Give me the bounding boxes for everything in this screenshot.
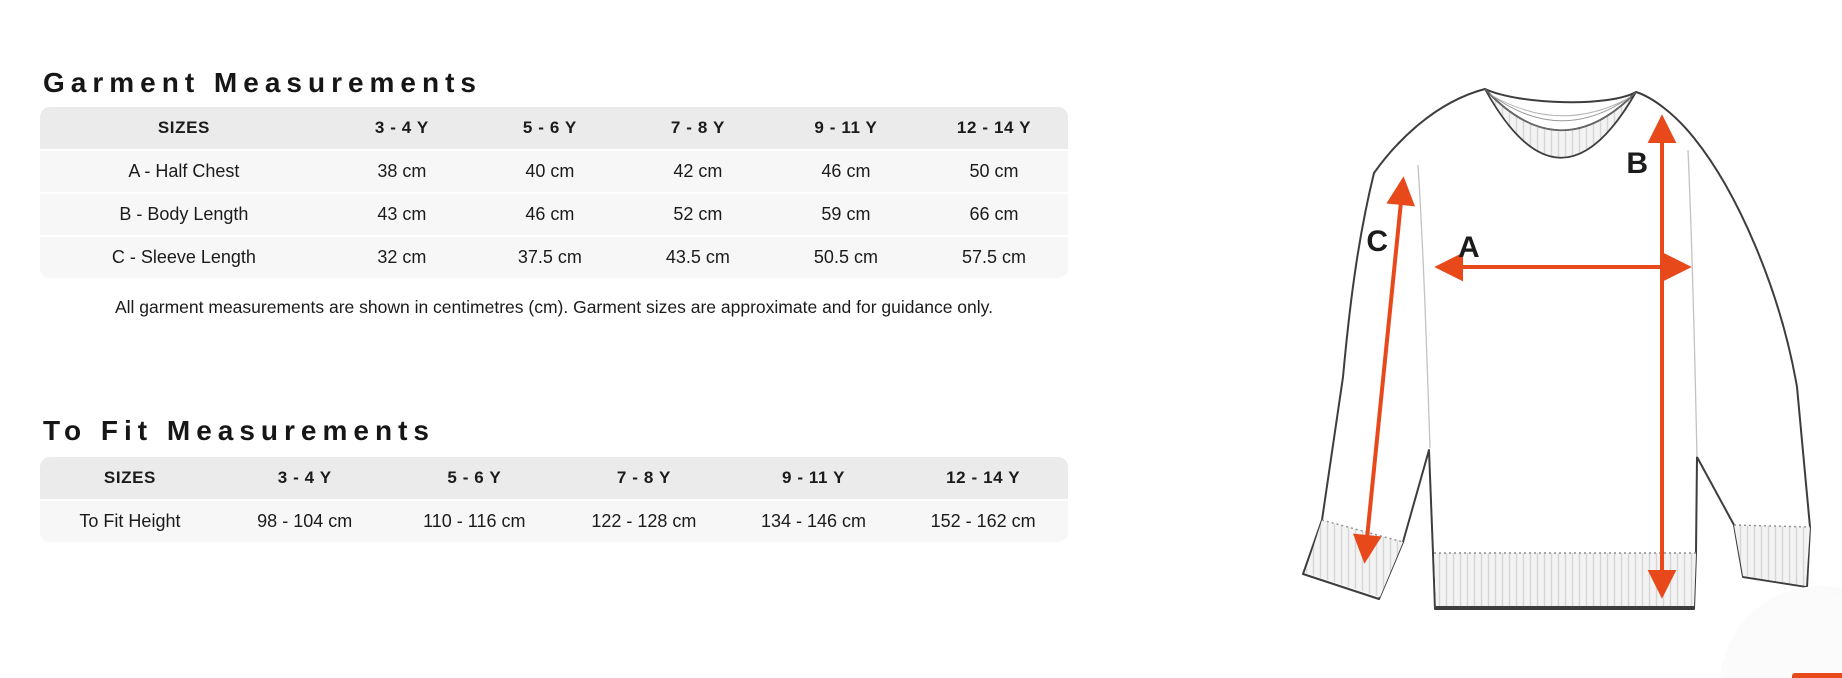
table-row-half-chest <box>40 150 1068 193</box>
garment-measurements-title: Garment Measurements <box>43 67 483 99</box>
cell-value: 59 cm <box>772 193 920 236</box>
cell-value: 43.5 cm <box>624 236 772 278</box>
row-label: C - Sleeve Length <box>40 236 328 278</box>
table-row-body-length <box>40 193 1068 236</box>
cell-value: 50.5 cm <box>772 236 920 278</box>
row-label: A - Half Chest <box>40 150 328 193</box>
cell-value: 40 cm <box>476 150 624 193</box>
column-header-9-11y: 9 - 11 Y <box>772 107 920 150</box>
sweatshirt-diagram <box>1100 50 1842 630</box>
column-header-7-8y: 7 - 8 Y <box>559 457 729 500</box>
cell-value: 110 - 116 cm <box>390 500 560 542</box>
column-header-sizes: SIZES <box>40 457 220 500</box>
column-header-12-14y: 12 - 14 Y <box>898 457 1068 500</box>
row-label: B - Body Length <box>40 193 328 236</box>
to-fit-measurements-title: To Fit Measurements <box>43 415 435 447</box>
cell-value: 122 - 128 cm <box>559 500 729 542</box>
column-header-9-11y: 9 - 11 Y <box>729 457 899 500</box>
column-header-12-14y: 12 - 14 Y <box>920 107 1068 150</box>
label-a-half-chest: A <box>1458 231 1480 264</box>
cell-value: 46 cm <box>476 193 624 236</box>
cell-value: 52 cm <box>624 193 772 236</box>
cell-value: 46 cm <box>772 150 920 193</box>
table-header-row <box>40 457 1068 500</box>
cell-value: 43 cm <box>328 193 476 236</box>
column-header-3-4y: 3 - 4 Y <box>328 107 476 150</box>
cell-value: 38 cm <box>328 150 476 193</box>
measurements-note: All garment measurements are shown in centimetres (cm). Garment sizes are approximate and for guidance only. <box>115 297 993 317</box>
cell-value: 152 - 162 cm <box>898 500 1068 542</box>
cell-value: 66 cm <box>920 193 1068 236</box>
cell-value: 98 - 104 cm <box>220 500 390 542</box>
sweatshirt-outline-icon <box>1303 89 1810 609</box>
garment-measurements-table <box>40 107 1068 278</box>
column-header-5-6y: 5 - 6 Y <box>390 457 560 500</box>
cell-value: 32 cm <box>328 236 476 278</box>
label-c-sleeve-length: C <box>1366 225 1388 258</box>
table-header-row <box>40 107 1068 150</box>
cell-value: 50 cm <box>920 150 1068 193</box>
cell-value: 57.5 cm <box>920 236 1068 278</box>
column-header-7-8y: 7 - 8 Y <box>624 107 772 150</box>
row-label: To Fit Height <box>40 500 220 542</box>
label-b-body-length: B <box>1626 147 1648 180</box>
column-header-5-6y: 5 - 6 Y <box>476 107 624 150</box>
column-header-sizes: SIZES <box>40 107 328 150</box>
cell-value: 37.5 cm <box>476 236 624 278</box>
table-row-sleeve-length <box>40 236 1068 278</box>
table-row-to-fit-height <box>40 500 1068 542</box>
cell-value: 134 - 146 cm <box>729 500 899 542</box>
corner-accent-bar <box>1792 673 1842 678</box>
column-header-3-4y: 3 - 4 Y <box>220 457 390 500</box>
cell-value: 42 cm <box>624 150 772 193</box>
to-fit-measurements-table <box>40 457 1068 542</box>
